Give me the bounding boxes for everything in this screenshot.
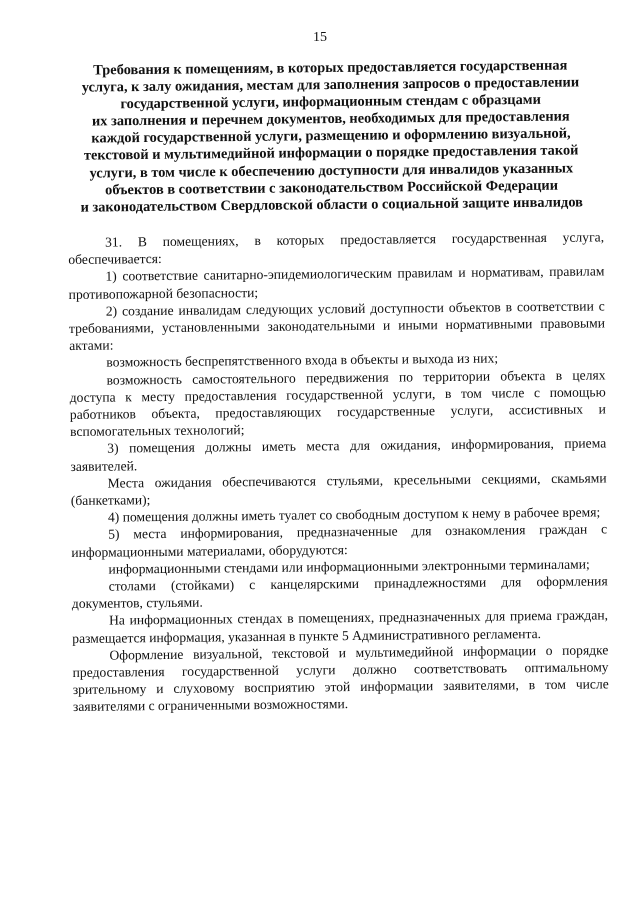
title-line: каждой государственной услуги, размещению и оформлению визуальной,	[91, 125, 571, 147]
section-title	[55, 57, 607, 217]
paragraph-clause-31: 31. В помещениях, в которых предоставляется государственная услуга, обеспечивается:	[68, 229, 605, 268]
body-text	[68, 228, 609, 715]
title-line: объектов в соответствии с законодательством Российской Федерации	[105, 177, 559, 199]
page-number: 15	[313, 30, 327, 45]
paragraph-item-5: 5) места информирования, предназначенные для ознакомления граждан с информационными материалами, оборудуются:	[71, 521, 608, 560]
title-line: Требования к помещениям, в которых предоставляется государственная	[93, 57, 568, 79]
paragraph-stands: информационными стендами или информационными электронными терминалами;	[108, 556, 590, 577]
paragraph-item-3: 3) помещения должны иметь места для ожидания, информирования, приема заявителей.	[70, 435, 607, 474]
title-line: текстовой и мультимедийной информации о порядке предоставления такой	[83, 142, 579, 165]
paragraph-waiting-seats: Места ожидания обеспечиваются стульями, кресельными секциями, скамьями (банкетками);	[70, 470, 607, 509]
title-line: государственной услуги, информационным стендам с образцами	[120, 91, 541, 113]
title-line: услуга, к залу ожидания, местам для заполнения запросов о предоставлении	[81, 74, 580, 96]
paragraph-item-2: 2) создание инвалидам следующих условий доступности объектов в соответствии с требованиями, установленными законодательными и иными нормативными правовыми актами:	[68, 298, 606, 354]
paragraph-info-stands: На информационных стендах в помещениях, предназначенных для приема граждан, размещается информация, указанная в пункте 5 Административного регламента.	[72, 607, 609, 646]
paragraph-entry-access: возможность беспрепятственного входа в объекты и выхода из них;	[106, 350, 499, 371]
title-line: услуги, в том числе к обеспечению доступности для инвалидов указанных	[89, 160, 574, 182]
paragraph-item-1: 1) соответствие санитарно-эпидемиологическим правилам и нормативам, правилам противопожарной безопасности;	[68, 263, 605, 302]
paragraph-visual-info: Оформление визуальной, текстовой и мультимедийной информации о порядке предоставления государственной услуги должно соответствовать оптимальному зрительному и слуховому восприятию этой информации заявителями, в том числе заявителями с ограниченными возможностями.	[72, 642, 609, 715]
title-line: и законодательством Свердловской области о социальной защите инвалидов	[80, 194, 583, 216]
paragraph-item-4: 4) помещения должны иметь туалет со свободным доступом к нему в рабочее время;	[107, 504, 601, 525]
paragraph-tables: столами (стойками) с канцелярскими принадлежностями для оформления документов, стульями.	[71, 573, 608, 612]
paragraph-movement: возможность самостоятельного передвижения по территории объекта в целях доступа к месту предоставления государственной услуги, в том числе с помощью работников объекта, предоставляющих государственные услуги, ассистивных и вспомогательных технологий;	[69, 367, 606, 440]
title-line: их заполнения и перечнем документов, необходимых для предоставления	[91, 108, 570, 130]
